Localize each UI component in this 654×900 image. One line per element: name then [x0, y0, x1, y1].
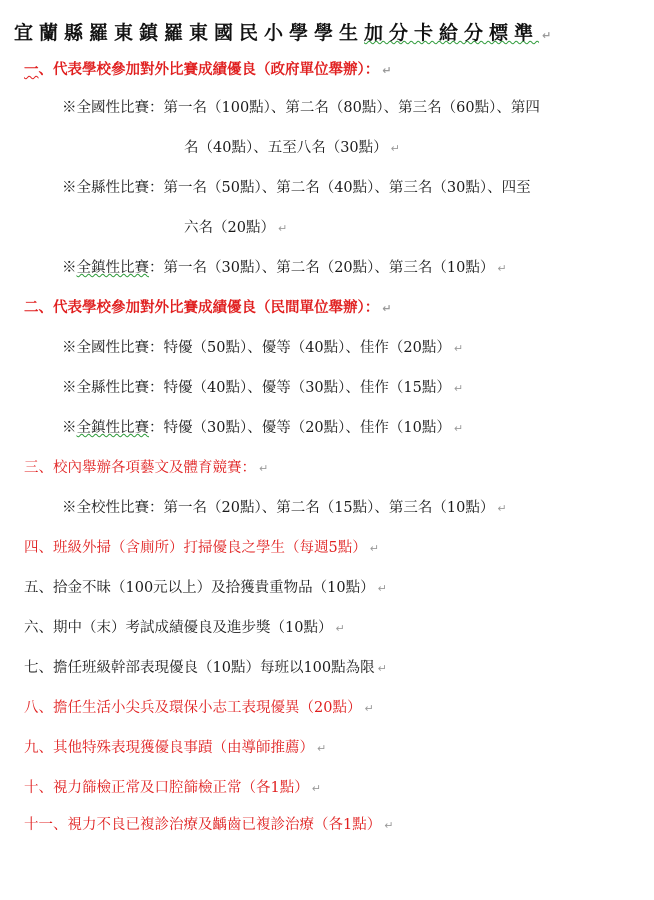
item-11-text: 十一、視力不良已複診治療及齲齒已複診治療（各1點）	[24, 817, 382, 833]
paragraph-mark-icon: ↵	[369, 542, 379, 555]
paragraph-mark-icon: ↵	[317, 742, 327, 755]
s1-town-text: ：第一名（30點）、第二名（20點）、第三名（10點）	[149, 260, 495, 276]
paragraph-mark-icon: ↵	[377, 582, 387, 595]
paragraph-mark-icon: ↵	[497, 262, 507, 275]
paragraph-mark-icon: ↵	[453, 422, 464, 435]
paragraph-mark-icon: ↵	[364, 702, 374, 715]
paragraph-mark-icon: ↵	[384, 819, 394, 832]
s1-town-squiggle: 全鎮性比賽	[76, 260, 149, 276]
paragraph-mark-icon: ↵	[390, 142, 400, 155]
item-6-text: 六、期中（末）考試成績優良及進步獎（10點）	[24, 620, 333, 636]
s1-county-line-1	[62, 178, 531, 198]
paragraph-mark-icon: ↵	[277, 222, 288, 235]
section-2-heading	[24, 298, 391, 319]
s2-town-bullet: ※	[62, 420, 77, 436]
item-10	[24, 778, 321, 799]
s1-national-line-1	[62, 98, 540, 118]
s2-county-line	[62, 378, 463, 399]
section-2-text: 二、代表學校參加對外比賽成績優良（民間單位舉辦）：	[24, 299, 380, 316]
item-9	[24, 738, 326, 759]
item-4	[24, 538, 379, 559]
s1-county-line-2	[184, 218, 287, 239]
title-squiggle-part: 加分卡給分標準	[364, 22, 540, 44]
paragraph-mark-icon: ↵	[453, 342, 464, 355]
s3-school-text: ※全校性比賽：第一名（20點）、第二名（15點）、第三名（10點）	[62, 500, 495, 516]
item-5-text: 五、拾金不昧（100元以上）及拾獲貴重物品（10點）	[24, 580, 375, 596]
paragraph-mark-icon: ↵	[259, 462, 269, 475]
item-9-text: 九、其他特殊表現獲優良事蹟（由導師推薦）	[24, 740, 314, 756]
item-10-text: 十、視力篩檢正常及口腔篩檢正常（各1點）	[24, 780, 309, 796]
title-lead: 宜蘭縣羅東鎮羅東國民小學學生	[14, 22, 365, 44]
s1-town-bullet: ※	[62, 260, 77, 276]
section-1-text: 、代表學校參加對外比賽成績優良（政府單位舉辦）：	[38, 61, 380, 78]
s2-town-text: ：特優（30點）、優等（20點）、佳作（10點）	[149, 420, 451, 436]
s1-national-text-2: 名（40點）、五至八名（30點）	[184, 140, 388, 156]
item-7	[24, 658, 387, 679]
section-3-text: 三、校內舉辦各項藝文及體育競賽：	[24, 460, 256, 476]
section-1-heading	[24, 60, 391, 81]
paragraph-mark-icon: ↵	[453, 382, 464, 395]
s1-town-line	[62, 258, 507, 279]
item-8-text: 八、擔任生活小尖兵及環保小志工表現優異（20點）	[24, 700, 362, 716]
item-7-text: 七、擔任班級幹部表現優良（10點）每班以100點為限	[24, 660, 375, 676]
s1-county-text-2: 六名（20點）	[184, 220, 275, 236]
s2-national-text: ※全國性比賽：特優（50點）、優等（40點）、佳作（20點）	[62, 340, 451, 356]
paragraph-mark-icon: ↵	[382, 64, 392, 77]
s2-town-squiggle: 全鎮性比賽	[76, 420, 149, 436]
item-5	[24, 578, 387, 599]
s2-town-line	[62, 418, 463, 439]
s1-county-text-1: ※全縣性比賽：第一名（50點）、第二名（40點）、第三名（30點）、四至	[62, 180, 531, 196]
paragraph-mark-icon: ↵	[377, 662, 387, 675]
item-11	[24, 815, 393, 836]
s2-county-text: ※全縣性比賽：特優（40點）、優等（30點）、佳作（15點）	[62, 380, 451, 396]
s1-national-text-1: ※全國性比賽：第一名（100點）、第二名（80點）、第三名（60點）、第四	[62, 100, 540, 116]
section-1-number: 一	[24, 61, 39, 78]
item-8	[24, 698, 374, 719]
section-3-heading	[24, 458, 268, 479]
document-title	[14, 18, 640, 45]
s3-school-line	[62, 498, 507, 519]
s1-national-line-2	[184, 138, 400, 159]
paragraph-mark-icon: ↵	[542, 29, 558, 42]
paragraph-mark-icon: ↵	[382, 302, 392, 315]
item-4-text: 四、班級外掃（含廁所）打掃優良之學生（每週5點）	[24, 540, 367, 556]
item-6	[24, 618, 345, 639]
s2-national-line	[62, 338, 463, 359]
paragraph-mark-icon: ↵	[311, 782, 321, 795]
paragraph-mark-icon: ↵	[497, 502, 507, 515]
paragraph-mark-icon: ↵	[335, 622, 345, 635]
